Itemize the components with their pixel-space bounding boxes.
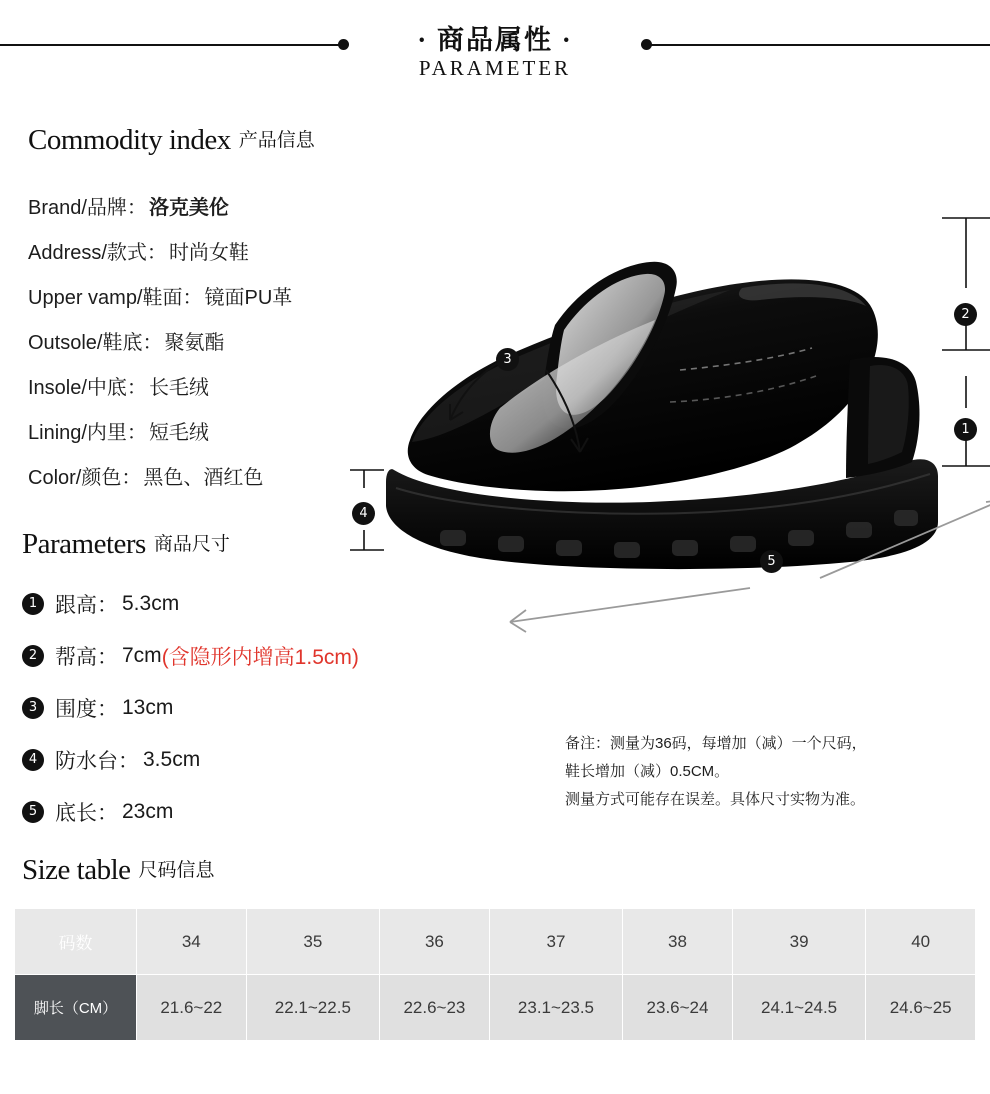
param-value-heel-height: 5.3cm — [122, 592, 180, 615]
info-value-brand: 洛克美伦 — [148, 197, 229, 219]
size-table-heading-en: Size table — [22, 854, 131, 886]
commodity-index-heading-cn: 产品信息 — [238, 130, 315, 151]
info-label-outsole: Outsole/鞋底： — [28, 332, 163, 354]
param-row-girth — [22, 682, 492, 734]
param-label-shaft-height: 帮高： — [55, 646, 118, 669]
shoe-diagram-svg — [350, 170, 990, 670]
page-subtitle: PARAMETER — [418, 56, 572, 80]
page-header — [0, 0, 990, 100]
info-label-upper-vamp: Upper vamp/鞋面： — [28, 287, 203, 309]
size-table-heading-cn: 尺码信息 — [138, 860, 215, 881]
callout-badge-2: 2 — [954, 303, 977, 326]
param-badge-2: 2 — [22, 645, 44, 667]
table-cell-size-35: 35 — [246, 909, 380, 975]
commodity-index-heading-en: Commodity index — [28, 124, 231, 156]
table-cell-size-36: 36 — [380, 909, 490, 975]
shoe-heel-group — [846, 357, 919, 478]
table-header-foot-length: 脚长（CM） — [15, 975, 137, 1041]
info-label-insole: Insole/中底： — [28, 377, 147, 399]
remark-line-3: 测量方式可能存在误差。具体尺寸实物为准。 — [565, 791, 866, 808]
param-badge-1: 1 — [22, 593, 44, 615]
param-label-heel-height: 跟高： — [55, 594, 118, 617]
param-value-girth: 13cm — [122, 696, 174, 719]
param-badge-3: 3 — [22, 697, 44, 719]
param-row-sole-length — [22, 786, 492, 838]
info-label-color: Color/颜色： — [28, 467, 142, 489]
commodity-index-heading — [28, 124, 315, 157]
table-cell-length-40: 24.6~25 — [866, 975, 976, 1041]
info-label-lining: Lining/内里： — [28, 422, 147, 444]
shoe-heel-shade — [868, 365, 909, 464]
shoe-upper-group — [408, 262, 878, 491]
page-title: · 商品属性 · — [417, 25, 573, 55]
info-value-address: 时尚女鞋 — [168, 242, 249, 264]
remark-line-2: 鞋长增加（减）0.5CM。 — [565, 763, 730, 780]
param-value-sole-length: 23cm — [122, 800, 174, 823]
info-label-address: Address/款式： — [28, 242, 167, 264]
info-label-brand: Brand/品牌： — [28, 197, 147, 219]
shoe-illustration — [350, 170, 990, 670]
param-label-platform: 防水台： — [55, 750, 139, 773]
table-cell-length-38: 23.6~24 — [623, 975, 733, 1041]
info-value-outsole: 聚氨酯 — [164, 332, 225, 354]
info-value-upper-vamp: 镜面PU革 — [204, 287, 293, 309]
parameters-heading-en: Parameters — [22, 528, 146, 560]
param-value-platform: 3.5cm — [143, 748, 201, 771]
remark-line-1: 备注：测量为36码，每增加（减）一个尺码， — [565, 735, 867, 752]
table-cell-length-36: 22.6~23 — [380, 975, 490, 1041]
table-cell-length-37: 23.1~23.5 — [489, 975, 623, 1041]
param-label-sole-length: 底长： — [55, 802, 118, 825]
table-cell-size-38: 38 — [623, 909, 733, 975]
param-label-girth: 围度： — [55, 698, 118, 721]
param-row-platform — [22, 734, 492, 786]
table-cell-length-35: 22.1~22.5 — [246, 975, 380, 1041]
param-value-shaft-height: 7cm — [122, 644, 162, 667]
table-cell-size-39: 39 — [732, 909, 866, 975]
size-table — [14, 908, 976, 1041]
callout-badge-4: 4 — [352, 502, 375, 525]
remark-block — [565, 730, 965, 814]
table-row-foot-length — [15, 975, 976, 1041]
info-value-insole: 长毛绒 — [148, 377, 209, 399]
parameters-heading — [22, 528, 230, 561]
size-table-heading — [22, 854, 215, 887]
callout-badge-5: 5 — [760, 550, 783, 573]
param-badge-4: 4 — [22, 749, 44, 771]
table-cell-length-39: 24.1~24.5 — [732, 975, 866, 1041]
callout-badge-3: 3 — [496, 348, 519, 371]
table-cell-size-37: 37 — [489, 909, 623, 975]
callout-badge-1: 1 — [954, 418, 977, 441]
param-note-shaft-height: (含隐形内增高1.5cm) — [161, 646, 359, 669]
table-cell-size-40: 40 — [866, 909, 976, 975]
info-value-color: 黑色、酒红色 — [143, 467, 264, 489]
info-value-lining: 短毛绒 — [148, 422, 209, 444]
table-cell-length-34: 21.6~22 — [137, 975, 247, 1041]
table-header-size: 码数 — [15, 909, 137, 975]
table-row-sizes — [15, 909, 976, 975]
table-cell-size-34: 34 — [137, 909, 247, 975]
parameters-heading-cn: 商品尺寸 — [153, 534, 230, 555]
param-badge-5: 5 — [22, 801, 44, 823]
